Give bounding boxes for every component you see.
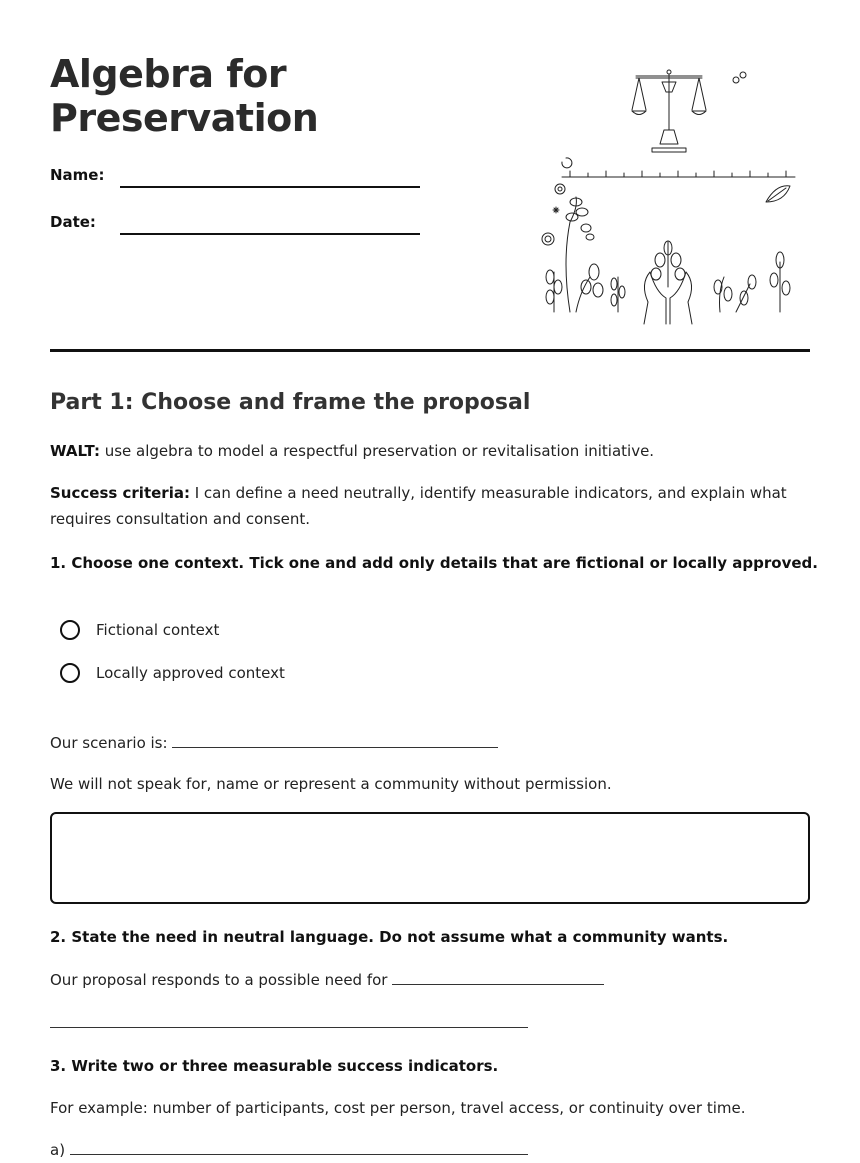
- page-title: [50, 52, 318, 140]
- success-label: Success criteria:: [50, 484, 190, 502]
- radio-locally-approved[interactable]: [60, 663, 80, 683]
- question-1: 1. Choose one context. Tick one and add only details that are fictional or locally approved.: [50, 554, 818, 572]
- option-fictional-label: Fictional context: [96, 621, 220, 639]
- scenario-line: [50, 730, 810, 756]
- radio-fictional[interactable]: [60, 620, 80, 640]
- indicator-example: For example: number of participants, cost per person, travel access, or continuity over time.: [50, 1099, 746, 1117]
- indicator-a-line: [50, 1137, 810, 1163]
- option-locally-approved-label: Locally approved context: [96, 664, 285, 682]
- question-3: 3. Write two or three measurable success indicators.: [50, 1057, 499, 1075]
- walt-label: WALT:: [50, 442, 100, 460]
- header-divider: [50, 349, 810, 352]
- part1-heading: Part 1: Choose and frame the proposal: [50, 390, 531, 415]
- success-text: I can define a need neutrally, identify measurable indicators, and explain what requires consultation and consent.: [50, 484, 787, 528]
- walt-text: use algebra to model a respectful preservation or revitalisation initiative.: [99, 442, 655, 460]
- ruler-icon: [562, 158, 795, 177]
- need-label: Our proposal responds to a possible need for: [50, 971, 388, 989]
- scenario-label: Our scenario is:: [50, 734, 168, 752]
- walt-line: [50, 438, 810, 464]
- indicator-a-blank[interactable]: [70, 1140, 528, 1155]
- success-criteria: [50, 480, 810, 532]
- balance-scale-icon: [632, 70, 746, 152]
- plant-icon: [566, 197, 594, 312]
- name-label: Name:: [50, 166, 105, 184]
- need-blank-line-2[interactable]: [50, 1027, 528, 1028]
- option-fictional[interactable]: [60, 620, 219, 640]
- permission-note: We will not speak for, name or represent a community without permission.: [50, 775, 612, 793]
- scenario-answer-box[interactable]: [50, 812, 810, 904]
- question-2: 2. State the need in neutral language. Do not assume what a community wants.: [50, 928, 729, 946]
- need-blank[interactable]: [392, 970, 604, 985]
- leaf-icon: [766, 186, 790, 202]
- title-line-2: Preservation: [50, 96, 319, 140]
- name-field[interactable]: [120, 186, 420, 188]
- date-field[interactable]: [120, 233, 420, 235]
- header-illustration: [540, 62, 802, 330]
- date-label: Date:: [50, 213, 96, 231]
- hands-holding-seedling-icon: [644, 241, 692, 324]
- spiral-icons: [542, 184, 565, 245]
- indicator-a-label: a): [50, 1141, 66, 1159]
- title-line-1: Algebra for: [50, 52, 287, 96]
- scenario-blank[interactable]: [172, 733, 498, 748]
- need-line: [50, 967, 810, 993]
- option-locally-approved[interactable]: [60, 663, 285, 683]
